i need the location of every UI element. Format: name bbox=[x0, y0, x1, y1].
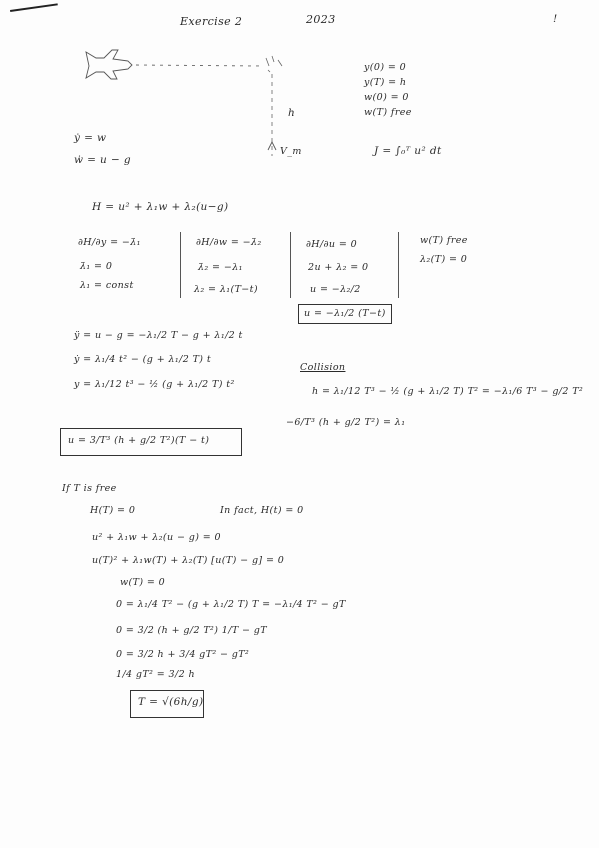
free-time-line-a2: In fact, H(t) = 0 bbox=[220, 505, 304, 516]
airplane-icon bbox=[86, 50, 132, 79]
column-divider bbox=[290, 232, 291, 298]
hamiltonian: H = u² + λ₁w + λ₂(u−g) bbox=[92, 201, 229, 213]
exercise-year: 2023 bbox=[306, 13, 336, 26]
control-result: u = 3/T³ (h + g/2 T²)(T − t) bbox=[68, 435, 210, 446]
col3-line-1: ∂H/∂u = 0 bbox=[306, 239, 358, 250]
column-divider bbox=[398, 232, 399, 298]
col3-line-3: u = −λ₂/2 bbox=[310, 284, 361, 295]
final-answer: T = √(6h/g) bbox=[138, 696, 204, 708]
free-time-line-3: w(T) = 0 bbox=[120, 577, 166, 588]
collision-heading: Collision bbox=[300, 362, 346, 373]
free-time-line-2: u(T)² + λ₁w(T) + λ₂(T) [u(T) − g] = 0 bbox=[92, 555, 285, 566]
collision-eq-2: −6/T³ (h + g/2 T²) = λ₁ bbox=[286, 417, 406, 428]
free-time-line-1: u² + λ₁w + λ₂(u − g) = 0 bbox=[92, 532, 221, 543]
collision-eq-1: h = λ₁/12 T³ − ½ (g + λ₁/2 T) T² = −λ₁/6 T³ − g/2 T² bbox=[312, 386, 584, 397]
free-time-line-a: H(T) = 0 bbox=[90, 505, 136, 516]
corner-mark: ! bbox=[553, 13, 558, 25]
col1-line-1: ∂H/∂y = −λ̇₁ bbox=[78, 237, 141, 248]
dynamics-eq-2: ẇ = u − g bbox=[74, 154, 132, 166]
velocity-eq: ẏ = λ₁/4 t² − (g + λ₁/2 T) t bbox=[74, 354, 212, 365]
vm-label: V_m bbox=[280, 146, 302, 157]
condition-wT: w(T) free bbox=[364, 107, 412, 118]
flight-path-line bbox=[136, 65, 262, 66]
free-time-heading: If T is free bbox=[62, 483, 117, 494]
col3-line-2: 2u + λ₂ = 0 bbox=[308, 262, 369, 273]
condition-yT: y(T) = h bbox=[364, 77, 407, 88]
exercise-title: Exercise 2 bbox=[180, 15, 243, 28]
free-time-line-4: 0 = λ₁/4 T² − (g + λ₁/2 T) T = −λ₁/4 T² − gT bbox=[116, 599, 346, 610]
control-law: u = −λ₁/2 (T−t) bbox=[304, 308, 386, 319]
cost-functional: J = ∫₀ᵀ u² dt bbox=[374, 145, 442, 157]
column-divider bbox=[180, 232, 181, 298]
condition-y0: y(0) = 0 bbox=[364, 62, 407, 73]
free-time-line-7: 1/4 gT² = 3/2 h bbox=[116, 669, 195, 680]
col2-line-1: ∂H/∂w = −λ̇₂ bbox=[196, 237, 262, 248]
condition-w0: w(0) = 0 bbox=[364, 92, 409, 103]
col1-line-3: λ₁ = const bbox=[80, 280, 134, 291]
col4-line-1: w(T) free bbox=[420, 235, 468, 246]
col4-line-2: λ₂(T) = 0 bbox=[420, 254, 468, 265]
release-marks bbox=[266, 56, 282, 72]
col2-line-2: λ̇₂ = −λ₁ bbox=[198, 262, 243, 273]
height-label: h bbox=[288, 107, 296, 119]
free-time-line-5: 0 = 3/2 (h + g/2 T²) 1/T − gT bbox=[116, 625, 267, 636]
dynamics-eq-1: ẏ = w bbox=[74, 132, 107, 144]
position-eq: y = λ₁/12 t³ − ½ (g + λ₁/2 T) t² bbox=[74, 379, 235, 390]
col2-line-3: λ₂ = λ₁(T−t) bbox=[194, 284, 258, 295]
col1-line-2: λ̇₁ = 0 bbox=[80, 261, 113, 272]
free-time-line-6: 0 = 3/2 h + 3/4 gT² − gT² bbox=[116, 649, 250, 660]
accel-eq: ÿ = u − g = −λ₁/2 T − g + λ₁/2 t bbox=[74, 330, 243, 341]
